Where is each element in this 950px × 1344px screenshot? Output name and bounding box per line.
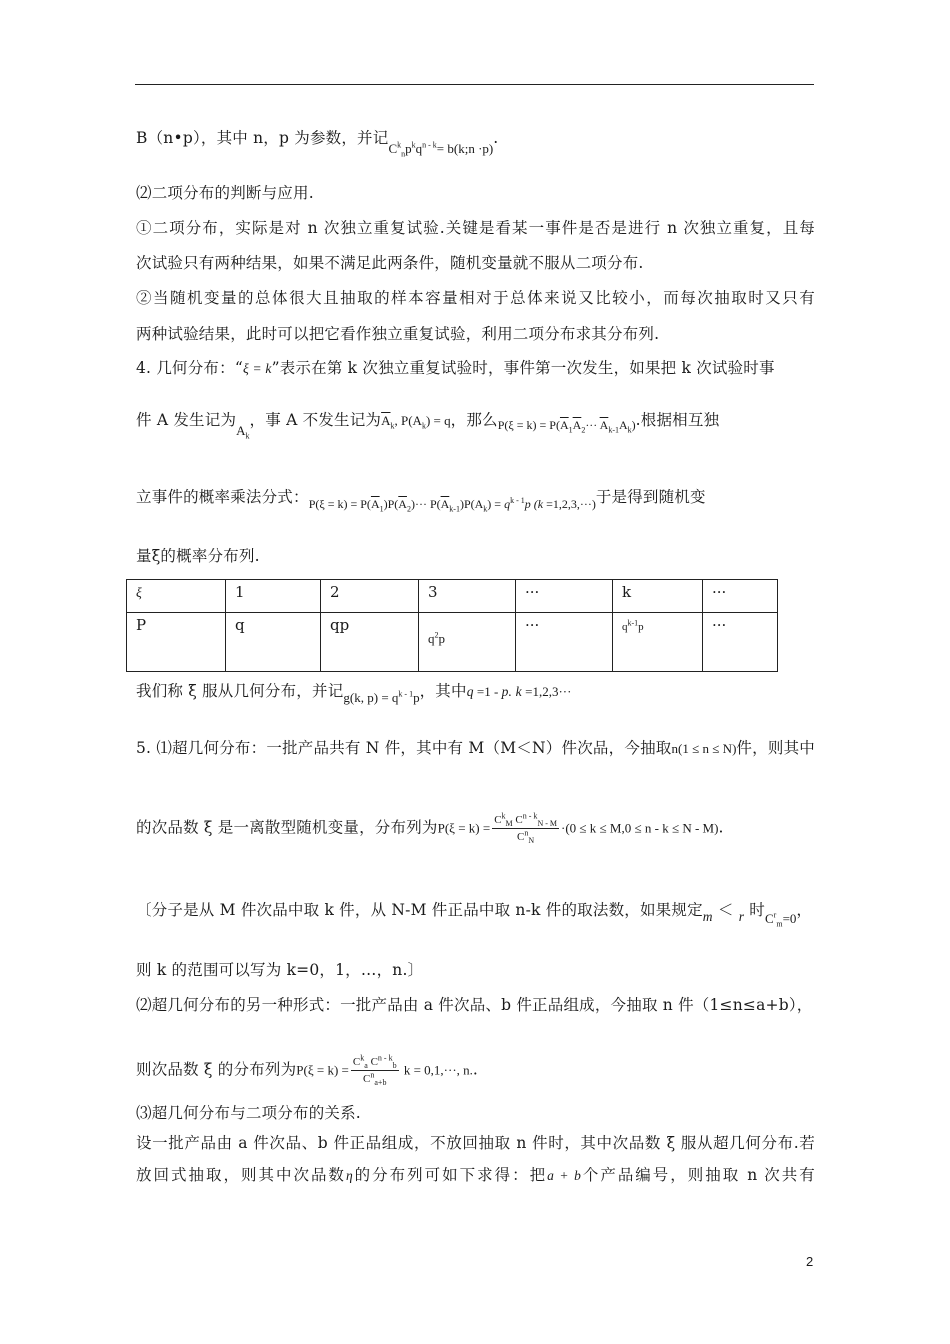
- table-cell: P: [127, 613, 226, 672]
- table-row: [127, 580, 778, 613]
- table-cell: $q^{k-1}p$: [613, 613, 703, 672]
- heading-geometric-distribution: 4. 几何分布：“ξ = k”表示在第 k 次独立重复试验时，事件第一次发生，如果把 k 次试验时事: [136, 359, 775, 377]
- paragraph-line: 放回式抽取，则其中次品数η的分布列可如下求得：把a + b个产品编号，则抽取 n 次共有: [136, 1166, 815, 1184]
- heading-hypergeometric: 5. ⑴超几何分布：一批产品共有 N 件，其中有 M（M＜N）件次品，今抽取n(1 ≤ n ≤ N)件，则其中: [136, 739, 815, 757]
- table-cell: qp: [321, 613, 419, 672]
- paragraph-line: 〔分子是从 M 件次品中取 k 件，从 N-M 件正品中取 n-k 件的取法数，如果规定m ＜ r 时$_{C^r_m=0}$，: [136, 901, 813, 929]
- formula-hypergeometric-fraction: $\frac{C^k_M C^{n - k}_{N - M}}{C^n_N}$: [494, 811, 557, 846]
- paragraph-line: ①二项分布，实际是对 n 次独立重复试验.关键是看某一事件是否是进行 n 次独立重复，且每: [136, 219, 815, 237]
- table-row: [127, 613, 778, 672]
- line-geometric-event: 件 A 发生记为$_{A_k}$，事 A 不发生记为$\overline{A}_k$, $P(A_k) = q$，那么$_{P(\xi = k) = P(\overline{A}_1\overline{A}_2\cdot\cdot\cdot \overline{A}_{k-1}A_k)}$.根据相互独: [136, 411, 720, 441]
- header-rule: [135, 84, 814, 85]
- paragraph-line: 设一批产品由 a 件次品、b 件正品组成，不放回抽取 n 件时，其中次品数 ξ 服从超几何分布.若: [136, 1134, 815, 1152]
- paragraph-line: ②当随机变量的总体很大且抽取的样本容量相对于总体来说又比较小，而每次抽取时又只有: [136, 289, 815, 307]
- table-cell: ···: [703, 613, 778, 672]
- formula-geometric-product: P(ξ = k) = P(A1)P(A2)··· P(Ak-1)P(Ak) = qk - 1p (k =1,2,3,···): [308, 496, 596, 514]
- heading-relation: ⑶超几何分布与二项分布的关系.: [136, 1104, 361, 1122]
- line-hypergeometric-alt: 则次品数 ξ 的分布列为P(ξ = k) = $\frac{C^k_a C^{n - k}_b}{C^n_{a+b}}$ k = 0,1,···, n..: [136, 1053, 479, 1088]
- paragraph-line: 量ξ的概率分布列.: [136, 547, 260, 565]
- table-cell: ξ: [127, 580, 226, 613]
- table-cell: ···: [516, 580, 613, 613]
- formula-binomial: Cknpkqn - k= b(k;n ·p): [388, 140, 494, 159]
- table-cell: 1: [226, 580, 321, 613]
- heading-binomial-application: ⑵二项分布的判断与应用.: [136, 184, 314, 202]
- paragraph-line: 两种试验结果，此时可以把它看作独立重复试验，利用二项分布求其分布列.: [136, 325, 660, 343]
- table-cell: ···: [703, 580, 778, 613]
- table-cell: k: [613, 580, 703, 613]
- paragraph-line: 则 k 的范围可以写为 k=0，1，…，n.〕: [136, 961, 424, 979]
- table-cell: 3: [419, 580, 516, 613]
- line-geometric-notation: 我们称 ξ 服从几何分布，并记$_{g(k, p) = q^{k - 1}p}$，其中q =1 - p. k =1,2,3···: [136, 682, 572, 705]
- table-cell: 2: [321, 580, 419, 613]
- geometric-distribution-table: [126, 579, 778, 672]
- paragraph-line: 次试验只有两种结果，如果不满足此两条件，随机变量就不服从二项分布.: [136, 254, 644, 272]
- table-cell: ···: [516, 613, 613, 672]
- line-geometric-product: 立事件的概率乘法分式：$_{P(\xi = k) = P(\overline{A}_1)P(\overline{A}_2)\cdot\cdot\cdot P(\overline{A}_{k-1})P(A_k) = q^{k - 1}p (k =1,2,3,\cdot\cdot\cdot)}$于是得到随机变: [136, 488, 706, 514]
- line-hypergeometric-distribution: 的次品数 ξ 是一离散型随机变量，分布列为P(ξ = k) = $\frac{C^k_M C^{n - k}_{N - M}}{C^n_N}$ ·(0 ≤ k ≤ M,0 ≤ n - k ≤ N - M).: [136, 811, 724, 846]
- table-cell: q: [226, 613, 321, 672]
- table-cell: $q^2p$: [419, 613, 516, 672]
- formula-geometric-event: P(ξ = k) = P(A1A2··· Ak-1Ak): [497, 418, 636, 435]
- line-binomial-notation: B（n•p），其中 n，p 为参数，并记$_{C^k_np^kq^{n - k}= b(k;n \cdot p)}$.: [136, 129, 499, 159]
- paragraph-line: ⑵超几何分布的另一种形式：一批产品由 a 件次品、b 件正品组成，今抽取 n 件（1≤n≤a+b），: [136, 996, 813, 1014]
- page-number: 2: [806, 1254, 814, 1269]
- formula-hypergeometric-alt-fraction: $\frac{C^k_a C^{n - k}_b}{C^n_{a+b}}$: [352, 1053, 397, 1088]
